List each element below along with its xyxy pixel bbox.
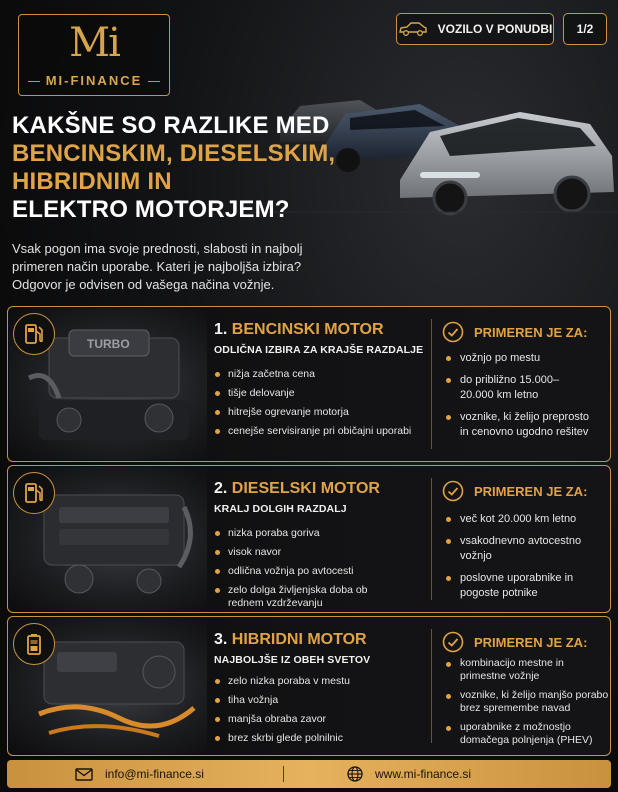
suitable-for-heading: [442, 479, 587, 503]
suitable-for-label: PRIMEREN JE ZA:: [474, 324, 588, 340]
footer: [7, 760, 611, 788]
vehicle-offer-button[interactable]: [396, 13, 554, 45]
suitable-for-heading: [442, 630, 587, 654]
title-line-1: KAKŠNE SO RAZLIKE MED: [12, 112, 330, 139]
list-item: do približno 15.000–20.000 km letno: [442, 373, 592, 403]
section-petrol-engine: [7, 306, 611, 462]
list-item: nižja začetna cena: [214, 368, 424, 381]
website-link[interactable]: [347, 766, 471, 782]
list-item: zelo nizka poraba v mestu: [214, 675, 424, 688]
list-item: manjša obraba zavor: [214, 713, 424, 726]
title-line-3: HIBRIDNIM IN: [12, 168, 172, 195]
intro-text: Vsak pogon ima svoje prednosti, slabosti in najbolj primeren način uporabe. Kateri je najboljša izbira? Odgovor je odvisen od vašega načina vožnje.: [12, 241, 303, 292]
section-hybrid-engine: [7, 616, 611, 756]
page-indicator-label: 1/2: [576, 22, 594, 36]
section-number: 2.: [214, 480, 228, 497]
brand-name: MI-FINANCE: [19, 73, 169, 88]
title-line-2: BENCINSKIM, DIESELSKIM,: [12, 140, 336, 167]
divider: [431, 629, 432, 743]
divider: [431, 478, 432, 600]
list-item: brez skrbi glede polnilnic: [214, 732, 424, 745]
list-item: voznike, ki želijo manjšo porabo brez spremembe navad: [442, 689, 614, 715]
list-item: vožnjo po mestu: [442, 351, 607, 366]
suitable-for-list: [442, 512, 607, 608]
list-item: uporabnike z možnostjo domačega polnjenja (PHEV): [442, 721, 602, 747]
section-number: 1.: [214, 321, 228, 338]
advantages-list: [214, 527, 424, 616]
website-text: www.mi-finance.si: [375, 767, 472, 781]
section-name: BENCINSKI MOTOR: [231, 321, 384, 338]
page-title: [12, 112, 342, 224]
advantages-list: [214, 675, 424, 751]
section-title: [214, 631, 367, 649]
suitable-for-list: [442, 657, 614, 753]
logo-mark: Mi: [69, 20, 119, 66]
email-link[interactable]: [75, 767, 204, 781]
fuel-pump-icon: [22, 322, 46, 346]
car-icon: [398, 22, 428, 36]
diesel-pump-badge: [13, 472, 55, 514]
section-subtitle: ODLIČNA IZBIRA ZA KRAJŠE RAZDALJE: [214, 344, 424, 356]
page-indicator[interactable]: [563, 13, 607, 45]
hybrid-badge: [13, 623, 55, 665]
brand-logo[interactable]: [18, 14, 170, 96]
section-subtitle: KRALJ DOLGIH RAZDALJ: [214, 503, 347, 515]
list-item: nizka poraba goriva: [214, 527, 424, 540]
vehicle-offer-label: VOZILO V PONUDBI: [437, 22, 553, 36]
list-item: kombinacijo mestne in primestne vožnje: [442, 657, 592, 683]
diesel-pump-icon: [22, 481, 46, 505]
list-item: več kot 20.000 km letno: [442, 512, 607, 527]
battery-fuel-icon: [22, 632, 46, 656]
list-item: tiha vožnja: [214, 694, 424, 707]
email-text: info@mi-finance.si: [105, 767, 204, 781]
footer-divider: [283, 766, 284, 782]
section-subtitle: NAJBOLJŠE IZ OBEH SVETOV: [214, 654, 371, 666]
section-name: HIBRIDNI MOTOR: [231, 631, 367, 648]
fuel-pump-badge: [13, 313, 55, 355]
list-item: vsakodnevno avtocestno vožnjo: [442, 534, 602, 564]
section-title: [214, 480, 380, 498]
list-item: tišje delovanje: [214, 387, 424, 400]
globe-icon: [347, 766, 363, 782]
list-item: poslovne uporabnike in pogoste potnike: [442, 571, 602, 601]
envelope-icon: [75, 768, 93, 781]
list-item: odlična vožnja po avtocesti: [214, 565, 424, 578]
list-item: visok navor: [214, 546, 424, 559]
list-item: cenejše servisiranje pri običajni uporabi: [214, 425, 429, 438]
divider: [431, 319, 432, 449]
suitable-for-label: PRIMEREN JE ZA:: [474, 634, 588, 650]
list-item: hitrejše ogrevanje motorja: [214, 406, 424, 419]
section-diesel-engine: [7, 465, 611, 613]
title-line-4: ELEKTRO MOTORJEM?: [12, 196, 290, 223]
suitable-for-heading: [442, 320, 587, 344]
advantages-list: [214, 368, 429, 444]
check-circle-icon: [442, 631, 464, 653]
section-name: DIESELSKI MOTOR: [231, 480, 380, 497]
engine-turbo-label: TURBO: [87, 337, 130, 351]
list-item: voznike, ki želijo preprosto in cenovno ugodno rešitev: [442, 410, 592, 440]
check-circle-icon: [442, 321, 464, 343]
suitable-for-list: [442, 351, 607, 447]
section-title: [214, 321, 384, 339]
section-number: 3.: [214, 631, 228, 648]
check-circle-icon: [442, 480, 464, 502]
list-item: zelo dolga življenjska doba ob rednem vzdrževanju: [214, 584, 374, 610]
suitable-for-label: PRIMEREN JE ZA:: [474, 483, 588, 499]
